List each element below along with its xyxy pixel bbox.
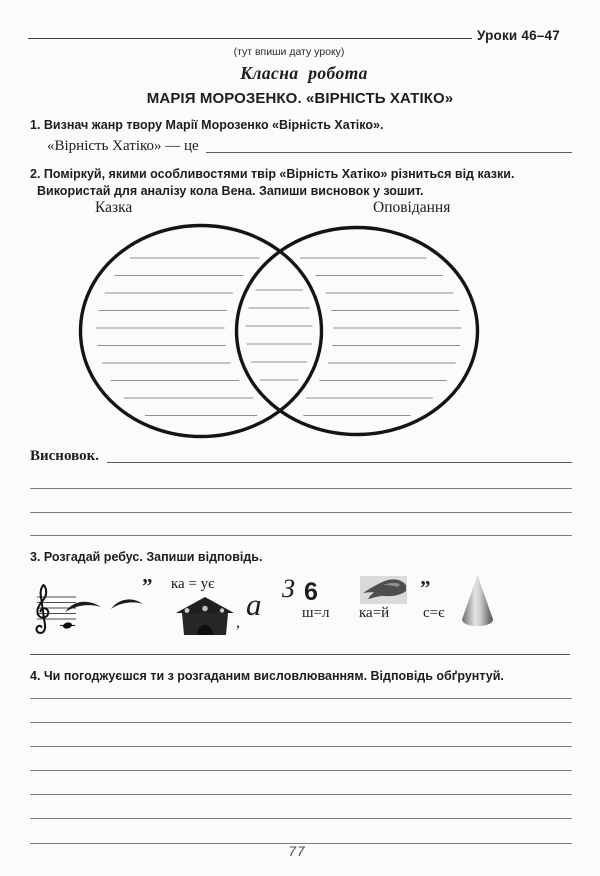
rebus-letter-z: З bbox=[282, 574, 295, 603]
blank-writing-line bbox=[30, 513, 572, 537]
blank-writing-line bbox=[30, 676, 572, 699]
blank-writing-line bbox=[30, 819, 572, 843]
rebus-comma: , bbox=[236, 614, 240, 631]
blank-writing-line bbox=[107, 448, 572, 463]
venn-left-circle bbox=[81, 226, 322, 437]
task1-answer-row bbox=[47, 138, 572, 155]
date-hint-text: (тут впиши дату уроку) bbox=[233, 46, 345, 58]
eyebrow-icon bbox=[64, 598, 102, 614]
blank-writing-line bbox=[30, 795, 572, 819]
blank-writing-line bbox=[30, 489, 572, 513]
rebus-letter-a: а bbox=[246, 587, 262, 622]
rebus-substitution-shl: ш=л bbox=[302, 605, 330, 621]
rebus-digit-six: 6 bbox=[304, 578, 318, 606]
task1-answer-prefix: «Вірність Хатіко» — це bbox=[47, 138, 199, 154]
task1-text: 1. Визнач жанр твору Марії Морозенко «Вірність Хатіко». bbox=[30, 118, 384, 132]
class-work-heading: Класна робота bbox=[240, 63, 368, 83]
conclusion-row bbox=[30, 448, 572, 465]
rebus-quote-marks: ” bbox=[420, 576, 431, 600]
task4-blank-lines bbox=[30, 676, 572, 844]
rebus-row bbox=[28, 572, 574, 650]
conclusion-label: Висновок. bbox=[30, 448, 99, 464]
task2-line1: 2. Поміркуй, якими особливостями твір «Вірність Хатіко» різниться від казки. bbox=[30, 167, 515, 181]
blank-writing-line bbox=[30, 699, 572, 723]
rebus-quote-marks: ” bbox=[142, 574, 153, 598]
blank-writing-line bbox=[30, 470, 572, 489]
venn-left-label: Казка bbox=[95, 199, 133, 216]
rebus-substitution-sye: с=є bbox=[423, 605, 445, 621]
task4-text: 4. Чи погоджуєшся ти з розгаданим висловлюванням. Відповідь обґрунтуй. bbox=[30, 669, 504, 683]
hand-icon bbox=[360, 576, 407, 604]
venn-right-label: Оповідання bbox=[373, 199, 451, 216]
conclusion-blank-lines bbox=[30, 470, 572, 536]
task2-text bbox=[30, 166, 590, 199]
eyebrow-icon bbox=[110, 596, 144, 611]
venn-diagram bbox=[60, 218, 500, 448]
cone-icon bbox=[461, 574, 494, 628]
dog-kennel-icon bbox=[175, 596, 235, 636]
venn-ruled-lines bbox=[97, 258, 462, 416]
task3-text: 3. Розгадай ребус. Запиши відповідь. bbox=[30, 550, 263, 564]
lessons-number: Уроки 46–47 bbox=[477, 28, 560, 43]
kennel-caption: ка = ує bbox=[171, 576, 215, 592]
blank-writing-line bbox=[206, 138, 572, 153]
rebus-answer-line bbox=[30, 654, 570, 655]
blank-writing-line bbox=[30, 771, 572, 795]
rebus-substitution-kaj: ка=й bbox=[359, 605, 390, 621]
page-number: 77 bbox=[288, 844, 306, 859]
page-title: МАРІЯ МОРОЗЕНКО. «ВІРНІСТЬ ХАТІКО» bbox=[146, 90, 454, 107]
task2-line2: Використай для аналізу кола Вена. Запиши висновок у зошит. bbox=[37, 183, 424, 198]
blank-writing-line bbox=[30, 723, 572, 747]
blank-writing-line bbox=[30, 747, 572, 771]
date-blank-line bbox=[28, 38, 472, 39]
